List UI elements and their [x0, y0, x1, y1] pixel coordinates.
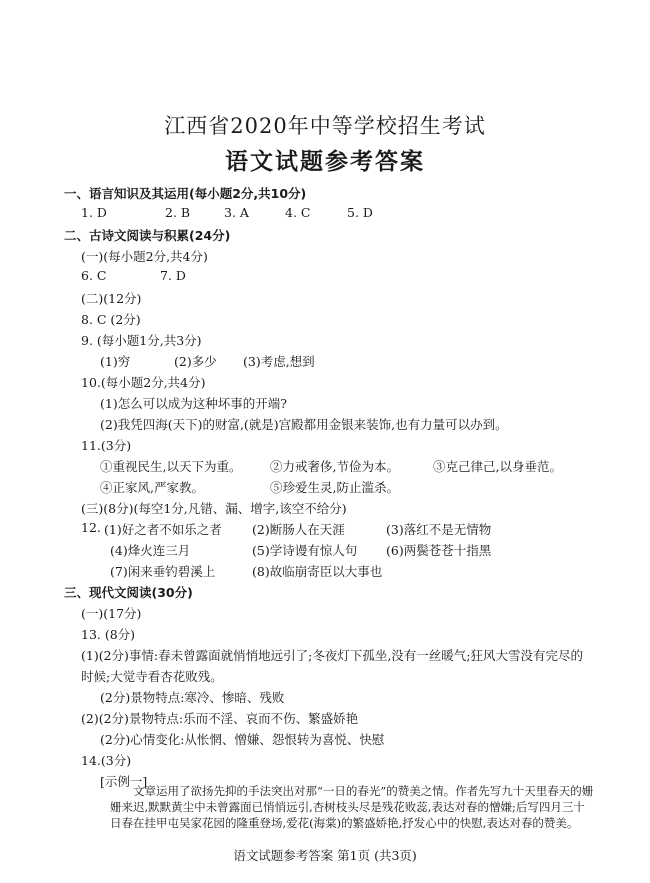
answer-key-title: 语文试题参考答案: [225, 149, 425, 175]
section2-heading: 二、古诗文阅读与积累(24分): [64, 228, 231, 243]
answer-13-2b: (2分)心情变化:从怅惘、憎嫌、怨恨转为喜悦、快慰: [100, 732, 385, 747]
answer-12-label: 12.: [81, 520, 101, 535]
exam-title: 江西省2020年中等学校招生考试: [164, 114, 486, 138]
answer-1: 1. D: [81, 205, 107, 220]
part-2-1: (一)(每小题2分,共4分): [81, 249, 208, 264]
answer-7: 7. D: [160, 268, 186, 283]
answer-2: 2. B: [165, 205, 191, 220]
part-2-2: (二)(12分): [81, 291, 142, 306]
answer-11: 11.(3分): [81, 438, 132, 453]
answer-13-1: (1)(2分)事情:春未曾露面就悄悄地远引了;冬夜灯下孤坐,没有一丝暖气;狂风大雪没有完尽的时候;大觉寺看杏花败残。: [81, 648, 584, 684]
answer-10-1: (1)怎么可以成为这种坏事的开端?: [100, 396, 287, 411]
answer-9-2: (2)多少: [174, 354, 217, 369]
answer-12-8: (8)故临崩寄臣以大事也: [252, 564, 383, 579]
section3-heading: 三、现代文阅读(30分): [64, 585, 193, 600]
answer-12-1: (1)好之者不如乐之者: [104, 522, 222, 537]
answer-6: 6. C: [81, 268, 107, 283]
answer-13: 13. (8分): [81, 627, 136, 642]
example-paragraph: 文章运用了欲扬先抑的手法突出对那“一日的春光”的赞美之情。作者先写九十天里春天的姗姗来迟,默默黄尘中未曾露面已悄悄远引,杏树枝头尽是残花败蕊,表达对春的憎嫌;后写四月三十日春在挂甲屯吴家花园的隆重登场,爱花(海棠)的繁盛娇艳,抒发心中的快慰,表达对春的赞美。: [110, 784, 594, 830]
section1-heading: 一、语言知识及其运用(每小题2分,共10分): [64, 186, 307, 201]
answer-11-2: ②力戒奢侈,节俭为本。: [270, 459, 399, 474]
answer-8: 8. C (2分): [81, 312, 141, 327]
answer-12-4: (4)烽火连三月: [110, 543, 191, 558]
answer-14: 14.(3分): [81, 753, 132, 768]
answer-9-1: (1)穷: [100, 354, 131, 369]
part-3-1: (一)(17分): [81, 606, 142, 621]
page-footer: 语文试题参考答案 第1页 (共3页): [233, 848, 417, 863]
answer-4: 4. C: [285, 205, 311, 220]
part-2-3: (三)(8分)(每空1分,凡错、漏、增字,该空不给分): [81, 501, 347, 516]
answer-12-3: (3)落红不是无情物: [386, 522, 492, 537]
answer-13-2: (2)(2分)景物特点:乐而不淫、哀而不伤、繁盛娇艳: [81, 711, 359, 726]
answer-11-1: ①重视民生,以天下为重。: [100, 459, 242, 474]
answer-13-1b: (2分)景物特点:寒冷、惨暗、残败: [100, 690, 285, 705]
answer-12-6: (6)两鬓苍苍十指黑: [386, 543, 492, 558]
answer-5: 5. D: [347, 205, 373, 220]
answer-12-5: (5)学诗谩有惊人句: [252, 543, 358, 558]
answer-12-2: (2)断肠人在天涯: [252, 522, 345, 537]
answer-9-3: (3)考虑,想到: [243, 354, 315, 369]
answer-10: 10.(每小题2分,共4分): [81, 375, 206, 390]
answer-12-7: (7)闲来垂钓碧溪上: [110, 564, 216, 579]
example-label: [示例一]: [100, 774, 148, 789]
answer-11-5: ⑤珍爱生灵,防止滥杀。: [270, 480, 399, 495]
answer-10-2: (2)我凭四海(天下)的财富,(就是)宫殿都用金银来装饰,也有力量可以办到。: [100, 417, 508, 432]
answer-11-4: ④正家风,严家教。: [100, 480, 204, 495]
answer-3: 3. A: [224, 205, 249, 220]
answer-11-3: ③克己律己,以身垂范。: [433, 459, 562, 474]
answer-9: 9. (每小题1分,共3分): [81, 333, 202, 348]
